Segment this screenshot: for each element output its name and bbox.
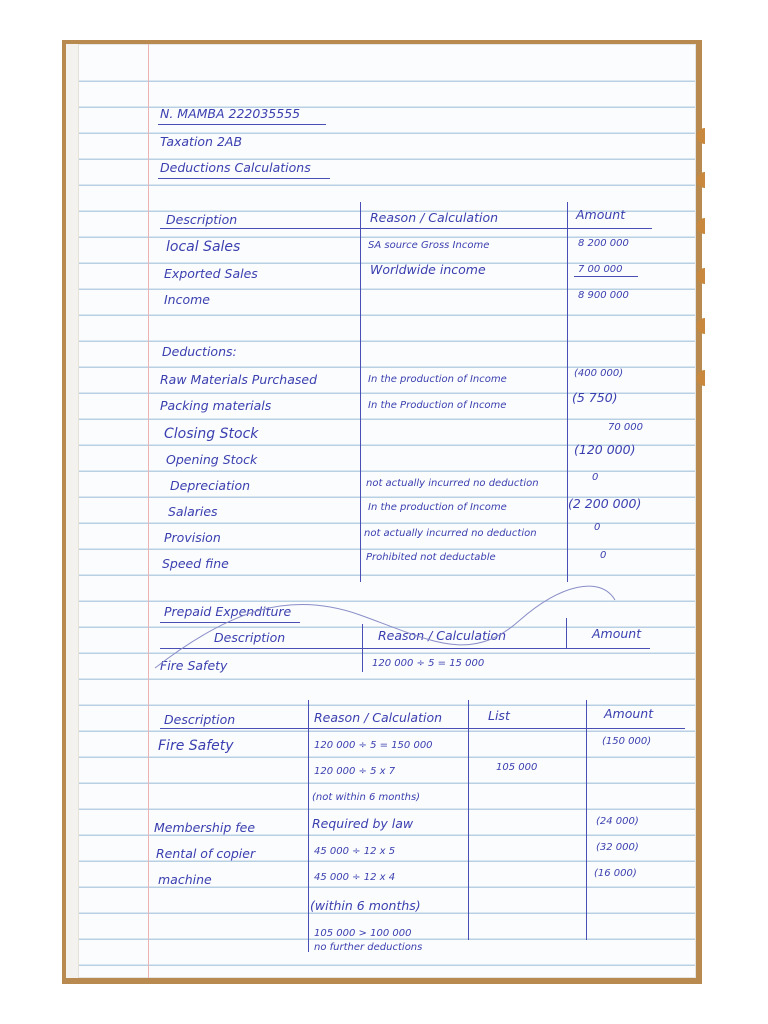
deduction-amount: 70 000 [608,422,643,433]
deduction-reason: In the Production of Income [368,400,507,411]
deduction-reason: not actually incurred no deduction [364,528,537,539]
row-reason: Worldwide income [370,262,486,277]
table2-header-rule [160,728,685,729]
header-description: Description [166,212,238,227]
rental-description: Rental of copier [156,846,256,861]
rental-conclusion: no further deductions [314,942,423,953]
deduction-description: Salaries [168,504,218,519]
deduction-description: Depreciation [170,478,251,493]
col-divider [586,700,587,940]
rental-description-cont: machine [158,872,212,887]
prepaid-calculation: 120 000 ÷ 5 = 15 000 [372,658,485,669]
row-amount: 8 900 000 [578,290,629,301]
fire-safety-amount: (150 000) [602,736,652,747]
membership-reason: Required by law [312,816,414,831]
membership-amount: (24 000) [596,816,639,827]
prepaid-header-description: Description [214,630,286,645]
prepaid-header-reason: Reason / Calculation [378,628,507,643]
row-description: local Sales [166,239,241,255]
deduction-reason: In the production of Income [368,502,507,513]
fire-safety-note: (not within 6 months) [312,792,421,803]
deduction-amount: (5 750) [572,390,618,405]
page-title: Deductions Calculations [160,160,311,175]
deduction-description: Closing Stock [164,426,259,442]
deduction-reason: Prohibited not deductable [366,552,496,563]
deduction-description: Packing materials [160,398,272,413]
deduction-amount: (120 000) [574,442,636,457]
deduction-amount: 0 [594,522,601,533]
deduction-description: Raw Materials Purchased [160,372,318,387]
row-amount: 8 200 000 [578,238,629,249]
deduction-description: Provision [164,530,221,545]
header-amount: Amount [576,207,626,222]
header-reason: Reason / Calculation [370,210,499,225]
deduction-description: Opening Stock [166,452,258,467]
table2-header-reason: Reason / Calculation [314,710,443,725]
prepaid-description: Fire Safety [160,658,228,673]
rental-total: 105 000 > 100 000 [314,928,412,939]
rental-amount: (32 000) [596,842,639,853]
prepaid-heading: Prepaid Expenditure [164,604,292,619]
membership-description: Membership fee [154,820,256,835]
deduction-description: Speed fine [162,556,229,571]
row-amount: 7 00 000 [578,264,623,275]
prepaid-header-amount: Amount [592,626,642,641]
row-reason: SA source Gross Income [368,240,490,251]
table2-header-amount: Amount [604,706,654,721]
fire-safety-calc: 120 000 ÷ 5 = 150 000 [314,740,433,751]
student-name: N. MAMBA 222035555 [160,106,301,121]
deduction-amount: 0 [600,550,607,561]
col-divider [468,700,469,940]
col-divider [308,700,309,952]
deduction-reason: In the production of Income [368,374,507,385]
rental-calc: 45 000 ÷ 12 x 5 [314,846,396,857]
deductions-heading: Deductions: [162,344,237,359]
rental-note: (within 6 months) [310,898,421,913]
fire-safety-list: 105 000 [496,762,538,773]
fire-safety-calc-alt: 120 000 ÷ 5 x 7 [314,766,396,777]
row-description: Exported Sales [164,266,258,281]
table2-header-description: Description [164,712,236,727]
rental-calc-alt: 45 000 ÷ 12 x 4 [314,872,396,883]
fire-safety-description: Fire Safety [158,738,234,754]
deduction-reason: not actually incurred no deduction [366,478,539,489]
deduction-amount: (2 200 000) [568,496,642,511]
deduction-amount: (400 000) [574,368,624,379]
deduction-amount: 0 [592,472,599,483]
row-description: Income [164,292,210,307]
table2-header-list: List [488,708,510,723]
course-code: Taxation 2AB [160,134,243,149]
rental-amount-alt: (16 000) [594,868,637,879]
